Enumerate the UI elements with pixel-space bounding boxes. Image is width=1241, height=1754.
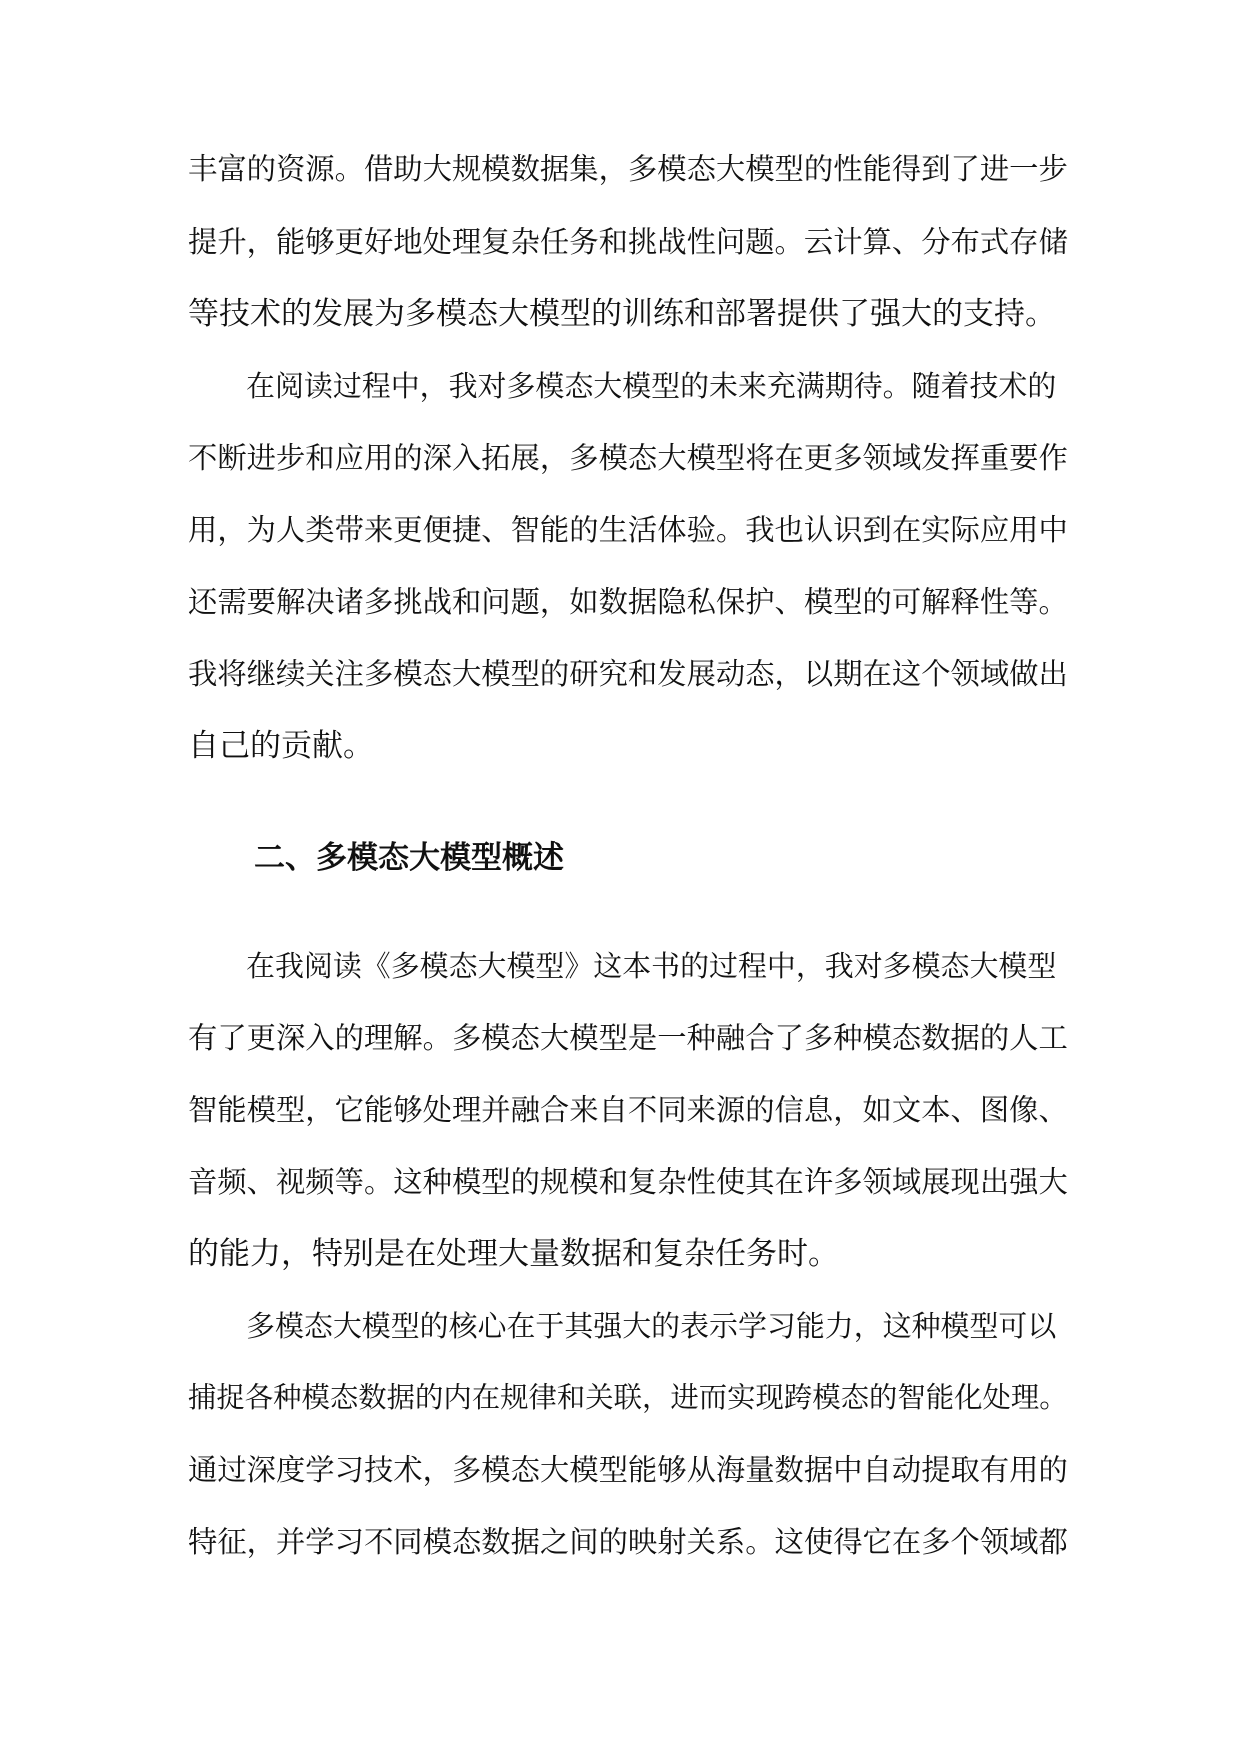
paragraph-line: 有了更深入的理解。多模态大模型是一种融合了多种模态数据的人工 xyxy=(188,1021,1068,1055)
paragraph-line: 等技术的发展为多模态大模型的训练和部署提供了强大的支持。 xyxy=(188,296,1056,332)
paragraph-line: 自己的贡献。 xyxy=(188,728,374,764)
paragraph-first-line: 在阅读过程中，我对多模态大模型的未来充满期待。随着技术的 xyxy=(246,369,1057,403)
section-heading: 二、多模态大模型概述 xyxy=(254,840,564,876)
paragraph-line: 我将继续关注多模态大模型的研究和发展动态，以期在这个领域做出 xyxy=(188,657,1068,691)
paragraph-first-line: 在我阅读《多模态大模型》这本书的过程中，我对多模态大模型 xyxy=(246,949,1057,983)
paragraph-line: 不断进步和应用的深入拓展，多模态大模型将在更多领域发挥重要作 xyxy=(188,441,1068,475)
paragraph-line: 智能模型，它能够处理并融合来自不同来源的信息，如文本、图像、 xyxy=(188,1093,1068,1127)
paragraph-line: 捕捉各种模态数据的内在规律和关联，进而实现跨模态的智能化处理。 xyxy=(188,1381,1068,1414)
paragraph-line: 丰富的资源。借助大规模数据集，多模态大模型的性能得到了进一步 xyxy=(188,152,1068,186)
paragraph-line: 通过深度学习技术，多模态大模型能够从海量数据中自动提取有用的 xyxy=(188,1453,1068,1487)
paragraph-line: 的能力，特别是在处理大量数据和复杂任务时。 xyxy=(188,1236,839,1272)
paragraph-line: 特征，并学习不同模态数据之间的映射关系。这使得它在多个领域都 xyxy=(188,1525,1068,1559)
paragraph-line: 提升，能够更好地处理复杂任务和挑战性问题。云计算、分布式存储 xyxy=(188,225,1068,259)
paragraph-first-line: 多模态大模型的核心在于其强大的表示学习能力，这种模型可以 xyxy=(246,1309,1057,1343)
paragraph-line: 还需要解决诸多挑战和问题，如数据隐私保护、模型的可解释性等。 xyxy=(188,585,1068,619)
paragraph-line: 音频、视频等。这种模型的规模和复杂性使其在许多领域展现出强大 xyxy=(188,1165,1068,1199)
paragraph-line: 用，为人类带来更便捷、智能的生活体验。我也认识到在实际应用中 xyxy=(188,513,1068,547)
